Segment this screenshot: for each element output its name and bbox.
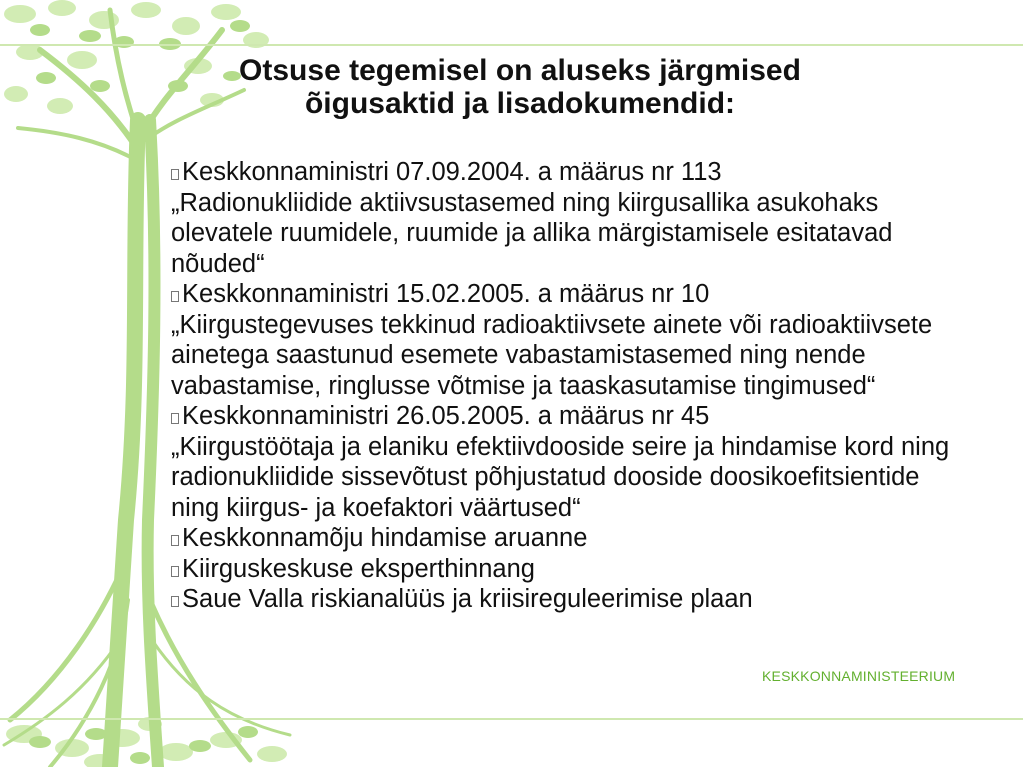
list-item — [171, 523, 961, 554]
empty-box-icon — [171, 169, 179, 180]
slide-title: Otsuse tegemisel on aluseks järgmised õigusaktid ja lisadokumendid: — [239, 54, 801, 120]
list-item — [171, 157, 961, 279]
item-detail: „Kiirgustegevuses tekkinud radioaktiivsete ainete või radioaktiivsete ainetega saastunud esemete vabastamistasemed ning nende vabastamise, ringlusse võtmise ja taaskasutamise tingimused“ — [171, 310, 933, 400]
empty-box-icon — [171, 413, 179, 424]
empty-box-icon — [171, 291, 179, 302]
document-list — [171, 157, 961, 615]
item-detail: „Radionukliidide aktiivsustasemed ning kiirgusallika asukohaks olevatele ruumidele, ruumide ja allika märgistamisele esitatavad nõuded“ — [171, 188, 893, 278]
top-divider — [0, 44, 1023, 46]
item-heading: Saue Valla riskianalüüs ja kriisireguleerimise plaan — [182, 585, 753, 613]
list-item — [171, 401, 961, 523]
item-detail: „Kiirgustöötaja ja elaniku efektiivdooside seire ja hindamise kord ning radionukliidide sissevõtust põhjustatud dooside doosikoefitsientide ning kiirgus- ja koefaktori väärtused“ — [171, 432, 950, 522]
list-item — [171, 584, 961, 615]
item-heading: Keskkonnaministri 26.05.2005. a määrus nr 45 — [182, 402, 710, 430]
item-heading: Keskkonnaministri 07.09.2004. a määrus nr 113 — [182, 158, 722, 186]
item-heading: Kiirguskeskuse eksperthinnang — [182, 554, 535, 583]
list-item — [171, 279, 961, 401]
empty-box-icon — [171, 596, 179, 607]
item-heading: Keskkonnamõju hindamise aruanne — [182, 524, 588, 552]
list-item — [171, 554, 961, 585]
empty-box-icon — [171, 535, 179, 546]
item-heading: Keskkonnaministri 15.02.2005. a määrus nr 10 — [182, 280, 710, 308]
ministry-logo-text: KESKKONNAMINISTEERIUM — [762, 668, 956, 684]
bottom-divider — [0, 718, 1023, 720]
empty-box-icon — [171, 566, 179, 577]
